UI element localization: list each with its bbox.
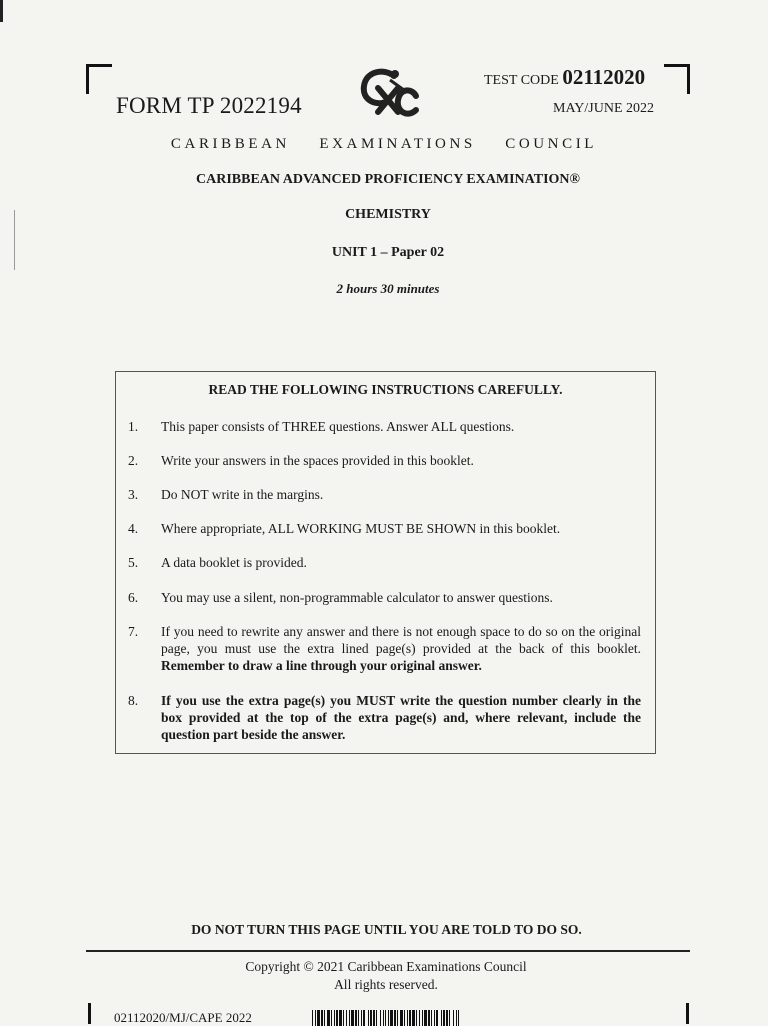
exam-duration: 2 hours 30 minutes [336, 281, 440, 296]
do-not-turn-warning: DO NOT TURN THIS PAGE UNTIL YOU ARE TOLD TO DO SO. [191, 922, 582, 937]
council-name: CARIBBEAN EXAMINATIONS COUNCIL [170, 136, 598, 152]
exam-name: CARIBBEAN ADVANCED PROFICIENCY EXAMINATION® [196, 172, 580, 187]
footer-divider [86, 950, 690, 952]
left-edge-mark [0, 0, 3, 22]
exam-session: MAY/JUNE 2022 [553, 101, 654, 116]
test-code [484, 65, 645, 90]
test-code-label: TEST CODE [484, 73, 559, 88]
test-code-number: 02112020 [562, 65, 646, 89]
corner-mark-bottom-left [88, 1003, 91, 1024]
cxc-logo [354, 66, 420, 118]
instruction-emphasis: Remember to draw a line through your original answer. [161, 658, 482, 673]
copyright-notice [0, 958, 768, 994]
instructions-box: READ THE FOLLOWING INSTRUCTIONS CAREFULLY. 1. This paper consists of THREE questions. Answer ALL questions. 2. Write your answers in the spaces provided in this booklet. 3. Do NOT write in the margins. 4. Where appropriate, ALL WORKING MUST BE SHOWN in this booklet. 5. A data booklet is provided. 6. You may use a silent, non-programmable calculator to answer questions. 7. If you need to rewrite any answer and there is not enough space to do so on the original page, you must use the extra lined page(s) provided at the back of this booklet. Remember to draw a line through your original answer. 8. If you use the extra page(s) you MUST write the question number clearly in the box provided at the top of the extra page(s) and, where relevant, include the question part beside the answer. [115, 371, 656, 754]
paper-title: UNIT 1 – Paper 02 [331, 245, 445, 260]
rights-line: All rights reserved. [334, 977, 438, 992]
corner-mark-bottom-right [686, 1003, 689, 1024]
document-reference: 02112020/MJ/CAPE 2022 [114, 1010, 252, 1025]
form-code: FORM TP 2022194 [116, 93, 302, 118]
copyright-line: Copyright © 2021 Caribbean Examinations Council [245, 959, 527, 974]
subject-title: CHEMISTRY [345, 207, 431, 222]
instructions-heading: READ THE FOLLOWING INSTRUCTIONS CAREFULLY. [208, 382, 563, 397]
